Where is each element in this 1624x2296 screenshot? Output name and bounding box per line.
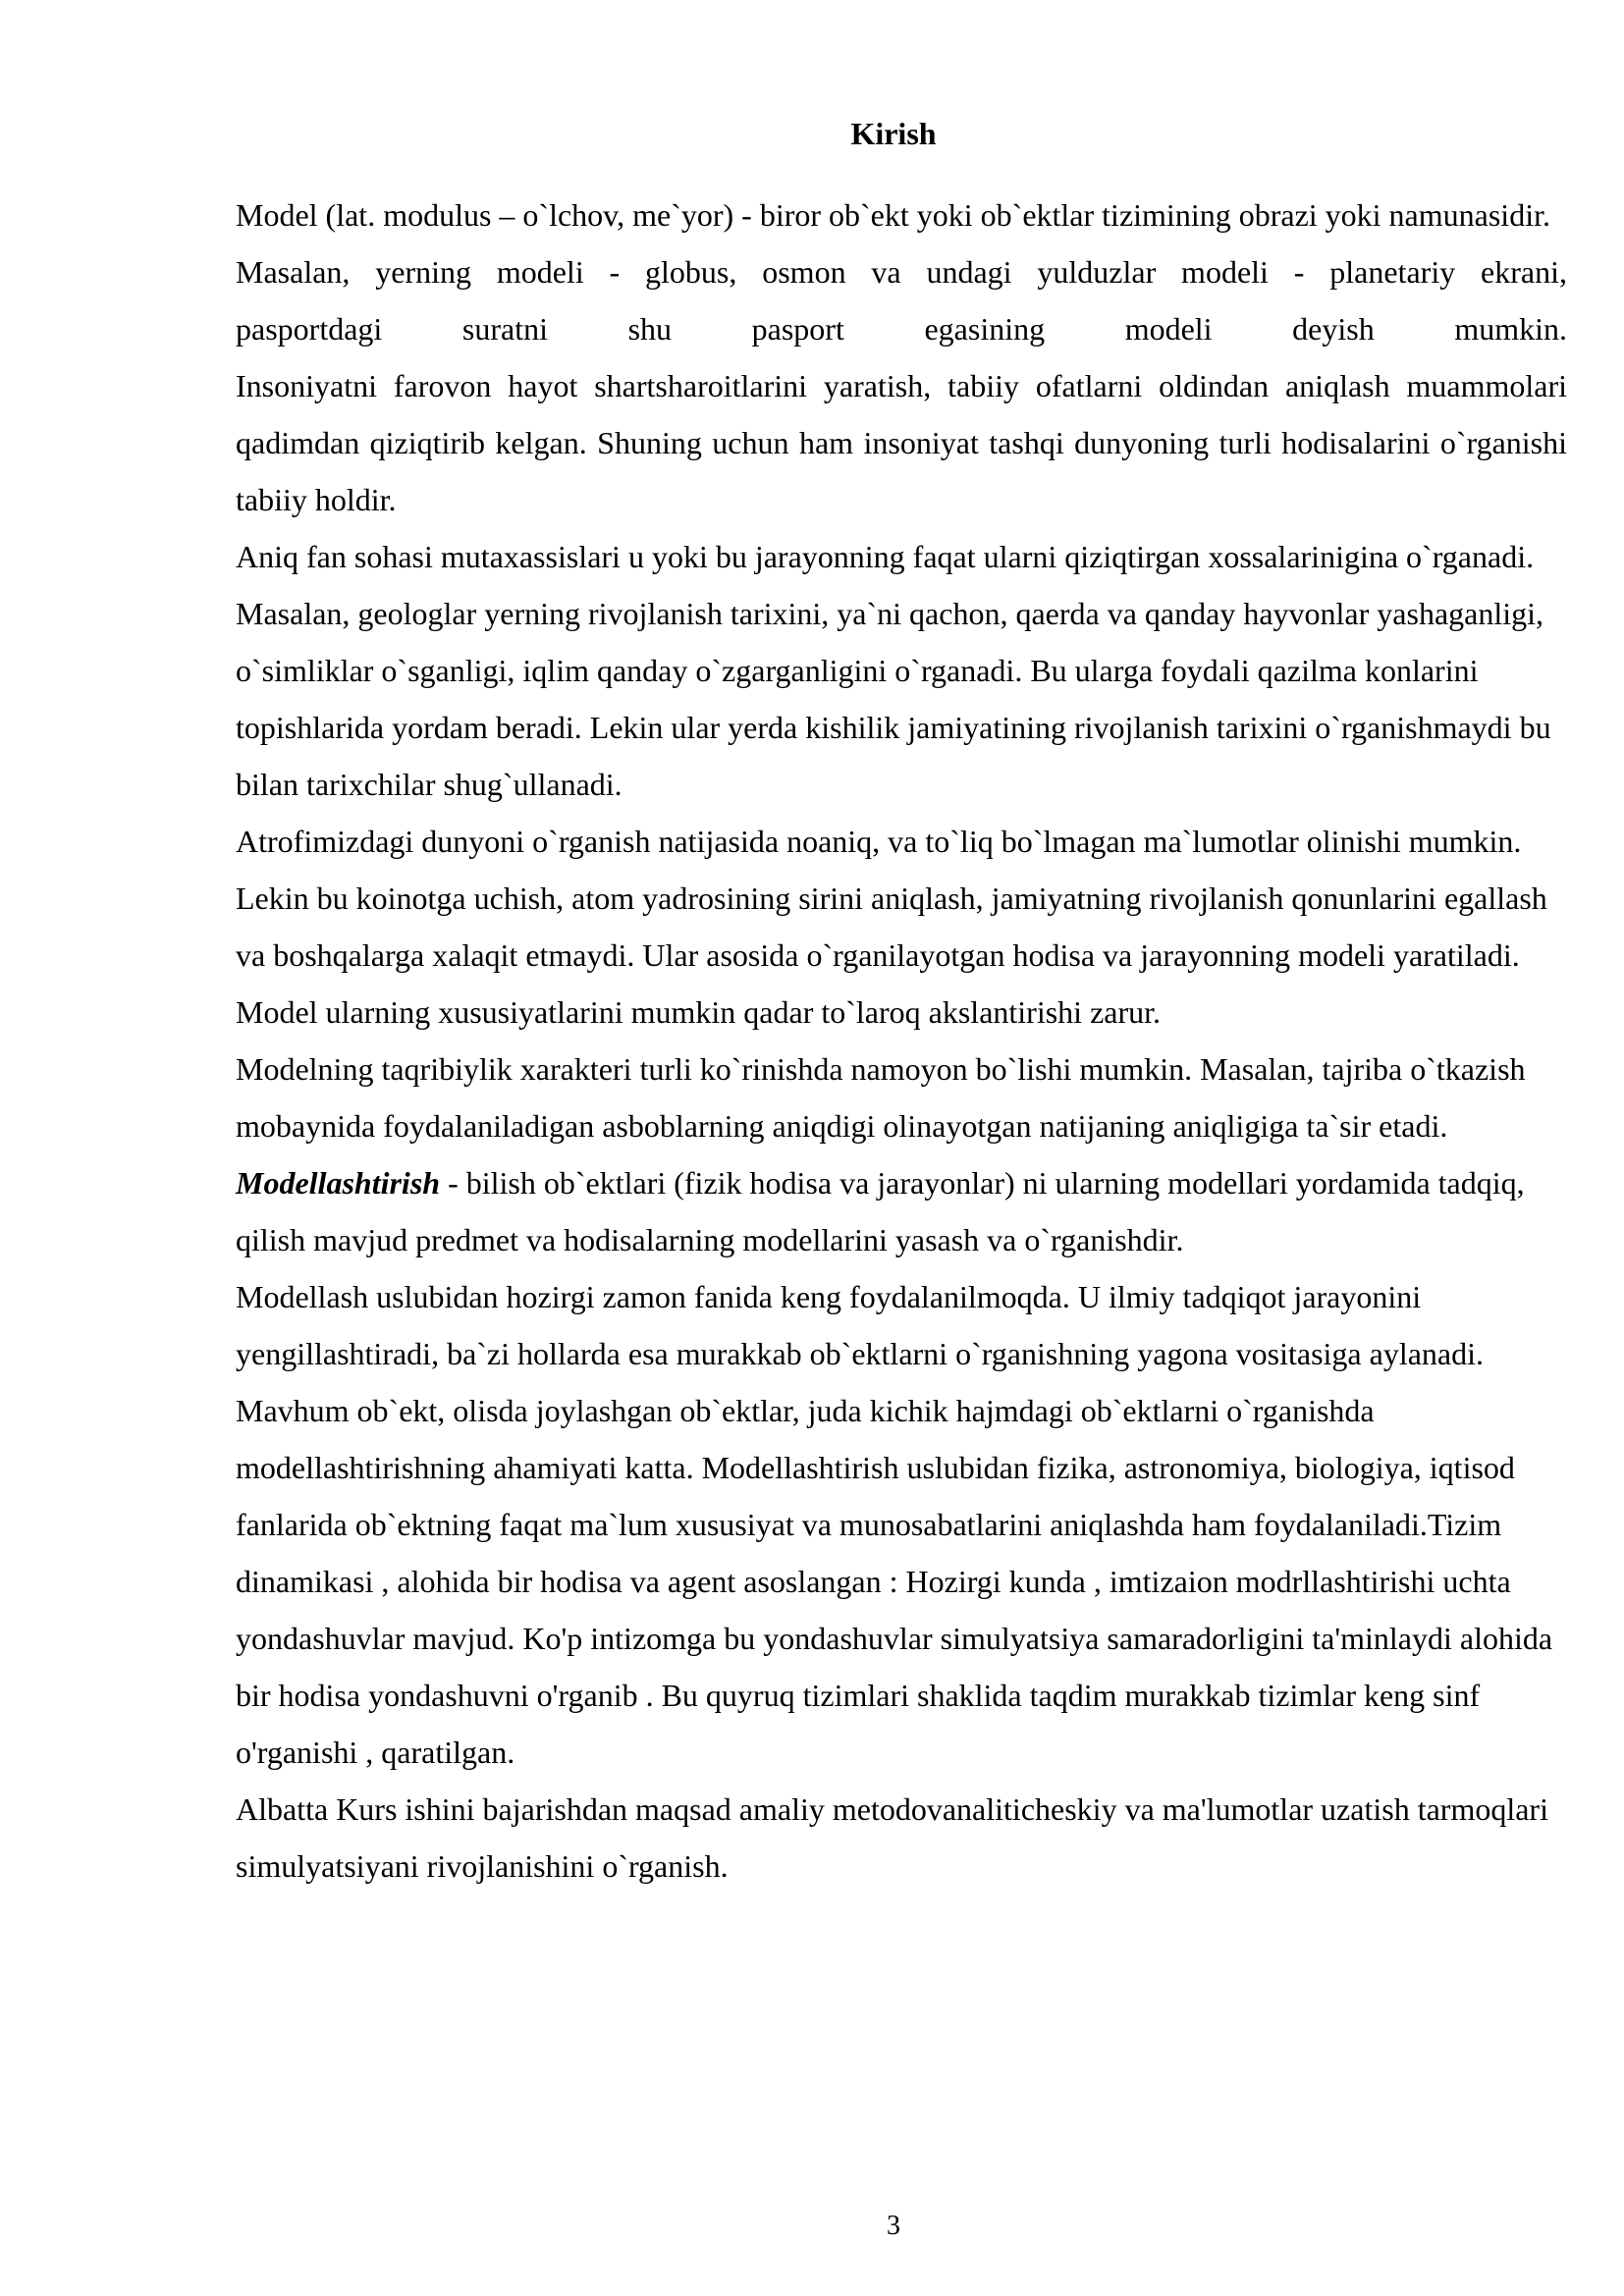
- paragraph-approximation: Modelning taqribiylik xarakteri turli ko`rinishda namoyon bo`lishi mumkin. Masalan, tajriba o`tkazish mobaynida foydalaniladigan asboblarning aniqdigi olinayotgan natijaning aniqligiga ta`sir etadi.: [236, 1051, 1526, 1144]
- paragraph-model-definition: Model (lat. modulus – o`lchov, me`yor) - biror ob`ekt yoki ob`ektlar tizimining obrazi yoki namunasidir.: [236, 197, 1550, 233]
- document-body: [236, 187, 1567, 1895]
- paragraph-course-goal: Albatta Kurs ishini bajarishdan maqsad amaliy metodovanaliticheskiy va ma'lumotlar uzatish tarmoqlari simulyatsiyani rivojlanishini o`rganish.: [236, 1791, 1548, 1884]
- definition-text: - bilish ob`ektlari (fizik hodisa va jarayonlar) ni ularning modellari yordamida tadqiq, qilish mavjud predmet va hodisalarning modellarini yasash va o`rganishdir.: [236, 1165, 1525, 1257]
- page-title: Kirish: [850, 116, 937, 151]
- paragraph-specialists: Aniq fan sohasi mutaxassislari u yoki bu jarayonning faqat ularni qiziqtirgan xossalarinigina o`rganadi. Masalan, geologlar yerning rivojlanish tarixini, ya`ni qachon, qaerda va qanday hayvonlar yashaganligi, o`simliklar o`sganligi, iqlim qanday o`zgarganligini o`rganadi. Bu ularga foydali qazilma konlarini topishlarida yordam beradi. Lekin ular yerda kishilik jamiyatining rivojlanish tarixini o`rganishmaydi bu bilan tarixchilar shug`ullanadi.: [236, 539, 1551, 802]
- term-modellashtirish: Modellashtirish: [236, 1165, 441, 1201]
- paragraph-line: pasportdagi suratni shu pasport egasining modeli deyish mumkin.: [236, 311, 1567, 347]
- page-number: 3: [887, 2211, 900, 2241]
- paragraph-world-study: Atrofimizdagi dunyoni o`rganish natijasida noaniq, va to`liq bo`lmagan ma`lumotlar olinishi mumkin. Lekin bu koinotga uchish, atom yadrosining sirini aniqlash, jamiyatning rivojlanish qonunlarini egallash va boshqalarga xalaqit etmaydi. Ular asosida o`rganilayotgan hodisa va jarayonning modeli yaratiladi. Model ularning xususiyatlarini mumkin qadar to`laroq akslantirishi zarur.: [236, 824, 1547, 1030]
- paragraph-modelling-definition: [236, 1154, 1567, 1268]
- paragraph-line: Masalan, yerning modeli - globus, osmon va undagi yulduzlar modeli - planetariy ekrani,: [236, 254, 1567, 290]
- paragraph-modelling-method: Modellash uslubidan hozirgi zamon fanida keng foydalanilmoqda. U ilmiy tadqiqot jarayonini yengillashtiradi, ba`zi hollarda esa murakkab ob`ektlarni o`rganishning yagona vositasiga aylanadi. Mavhum ob`ekt, olisda joylashgan ob`ektlar, juda kichik hajmdagi ob`ektlarni o`rganishda modellashtirishning ahamiyati katta. Modellashtirish uslubidan fizika, astronomiya, biologiya, iqtisod fanlarida ob`ektning faqat ma`lum xususiyat va munosabatlarini aniqlashda ham foydalaniladi.Tizim dinamikasi , alohida bir hodisa va agent asoslangan : Hozirgi kunda , imtizaion modrllashtirishi uchta yondashuvlar mavjud. Ko'p intizomga bu yondashuvlar simulyatsiya samaradorligini ta'minlaydi alohida bir hodisa yondashuvni o'rganib . Bu quyruq tizimlari shaklida taqdim murakkab tizimlar keng sinf o'rganishi , qaratilgan.: [236, 1279, 1553, 1770]
- paragraph-text: Insoniyatni farovon hayot shartsharoitlarini yaratish, tabiiy ofatlarni oldindan aniqlash muammolari qadimdan qiziqtirib kelgan. Shuning uchun ham insoniyat tashqi dunyoning turli hodisalarini o`rganishi tabiiy holdir.: [236, 368, 1567, 517]
- paragraph-model-examples: [236, 243, 1567, 528]
